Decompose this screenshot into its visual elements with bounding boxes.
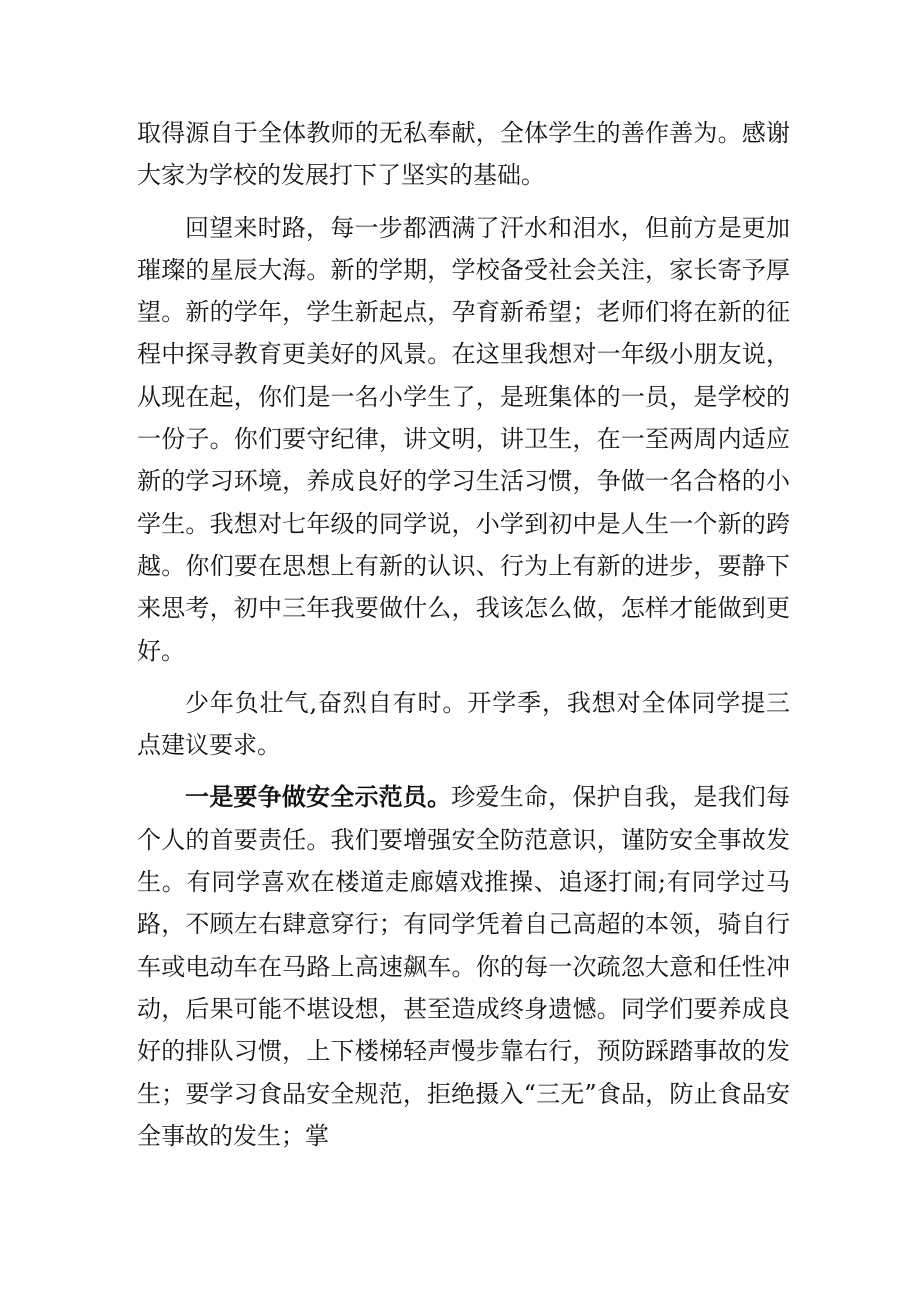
paragraph-text: 回望来时路，每一步都洒满了汗水和泪水，但前方是更加璀璨的星辰大海。新的学期，学校备受社会关注，家长寄予厚望。新的学年，学生新起点，孕育新希望；老师们将在新的征程中探寻教育更美好的风景。在这里我想对一年级小朋友说，从现在起，你们是一名小学生了，是班集体的一员，是学校的一份子。你们要守纪律，讲文明，讲卫生，在一至两周内适应新的学习环境，养成良好的学习生活习惯，争做一名合格的小学生。我想对七年级的同学说，小学到初中是人生一个新的跨越。你们要在思想上有新的认识、行为上有新的进步，要静下来思考，初中三年我要做什么，我该怎么做，怎样才能做到更好。	[137, 213, 790, 665]
paragraph-text: 少年负壮气,奋烈自有时。开学季，我想对全体同学提三点建议要求。	[137, 688, 790, 760]
document-body	[137, 112, 790, 1157]
paragraph-looking-back	[137, 207, 790, 672]
paragraph-text: 取得源自于全体教师的无私奉献，全体学生的善作善为。感谢大家为学校的发展打下了坚实的基础。	[137, 119, 790, 190]
paragraph-continuation	[137, 112, 790, 197]
paragraph-text: 珍爱生命，保护自我，是我们每个人的首要责任。我们要增强安全防范意识，谨防安全事故发生。有同学喜欢在楼道走廊嬉戏推操、追逐打闹;有同学过马路，不顾左右肆意穿行；有同学凭着自己高超的本领，骑自行车或电动车在马路上高速飙车。你的每一次疏忽大意和任性冲动，后果可能不堪设想，甚至造成终身遗憾。同学们要养成良好的排队习惯，上下楼梯轻声慢步靠右行，预防踩踏事故的发生；要学习食品安全规范，拒绝摄入“三无”食品，防止食品安全事故的发生；掌	[137, 783, 791, 1150]
paragraph-safety	[137, 776, 790, 1157]
paragraph-heading: 一是要争做安全示范员。	[185, 782, 452, 812]
paragraph-new-semester	[137, 682, 790, 767]
